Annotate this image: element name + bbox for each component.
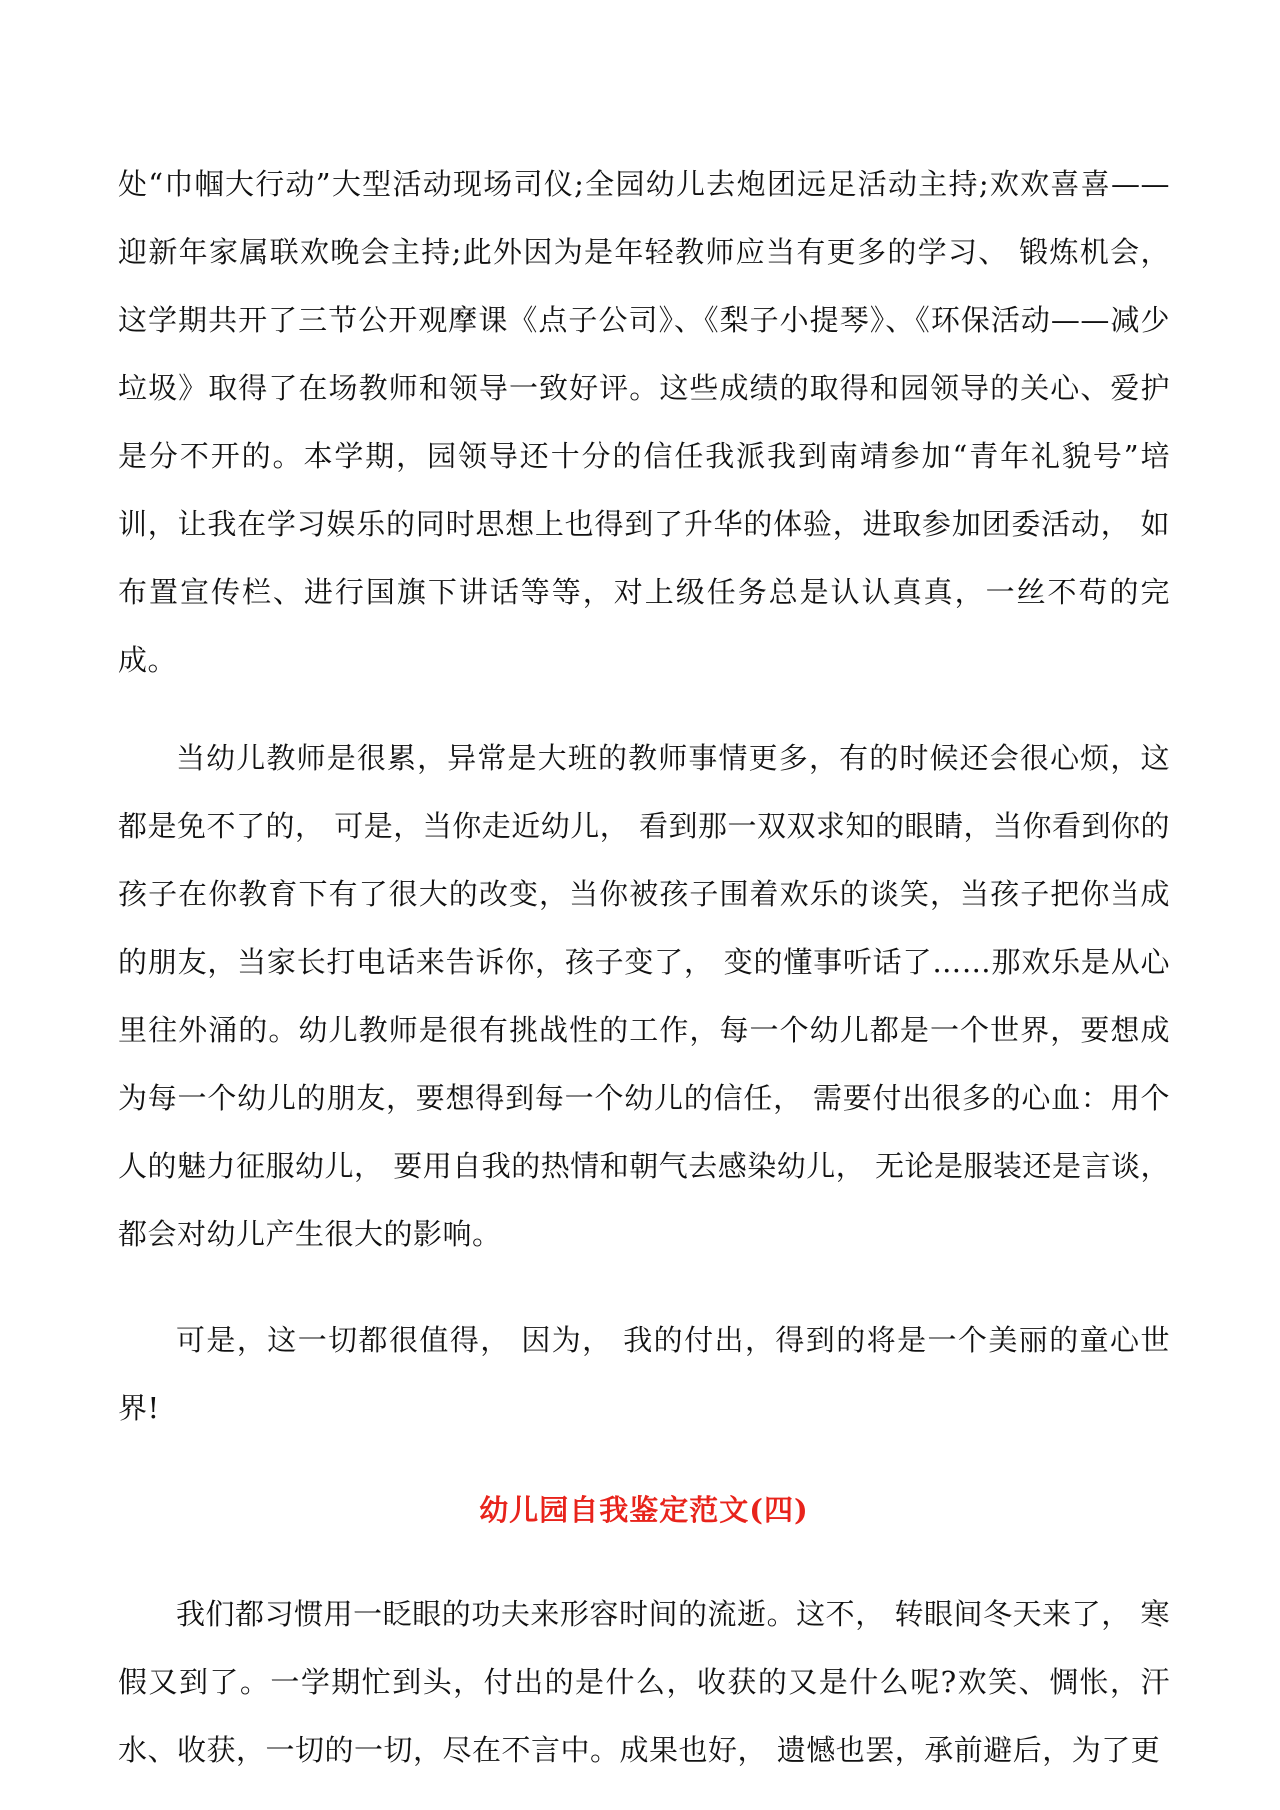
paragraph-section-intro: 我们都习惯用一眨眼的功夫来形容时间的流逝。这不， 转眼间冬天来了， 寒假又到了。一学期忙到头，付出的是什么，收获的又是什么呢?欢笑、惆怅，汗水、收获，一切的一切，尽在不言中。成果也好， 遗憾也罢，承前避后，为了更 xyxy=(118,1597,1170,1767)
paragraph-activities: 处“巾帼大行动”大型活动现场司仪;全园幼儿去炮团远足活动主持;欢欢喜喜——迎新年家属联欢晚会主持;此外因为是年轻教师应当有更多的学习、 锻炼机会，这学期共开了三节公开观摩课《点子公司》、《梨子小提琴》、《环保活动——减少垃圾》取得了在场教师和领导一致好评。这些成绩的取得和园领导的关心、爱护是分不开的。本学期，园领导还十分的信任我派我到南靖参加“青年礼貌号”培训，让我在学习娱乐的同时思想上也得到了升华的体验，进取参加团委活动， 如布置宣传栏、进行国旗下讲话等等，对上级任务总是认认真真，一丝不苟的完成。 xyxy=(118,167,1170,677)
paragraph-teacher-reflection: 当幼儿教师是很累，异常是大班的教师事情更多，有的时候还会很心烦，这都是免不了的， 可是，当你走近幼儿， 看到那一双双求知的眼睛，当你看到你的孩子在你教育下有了很大的改变，当你被孩子围着欢乐的谈笑，当孩子把你当成的朋友，当家长打电话来告诉你，孩子变了， 变的懂事听话了……那欢乐是从心里往外涌的。幼儿教师是很有挑战性的工作，每一个幼儿都是一个世界，要想成为每一个幼儿的朋友，要想得到每一个幼儿的信任， 需要付出很多的心血：用个人的魅力征服幼儿， 要用自我的热情和朝气去感染幼儿， 无论是服装还是言谈，都会对幼儿产生很大的影响。 xyxy=(118,741,1170,1251)
section-heading: 幼儿园自我鉴定范文(四) xyxy=(479,1493,809,1527)
document-page xyxy=(118,150,1170,1784)
paragraph-conclusion: 可是，这一切都很值得， 因为， 我的付出，得到的将是一个美丽的童心世界! xyxy=(118,1323,1170,1425)
